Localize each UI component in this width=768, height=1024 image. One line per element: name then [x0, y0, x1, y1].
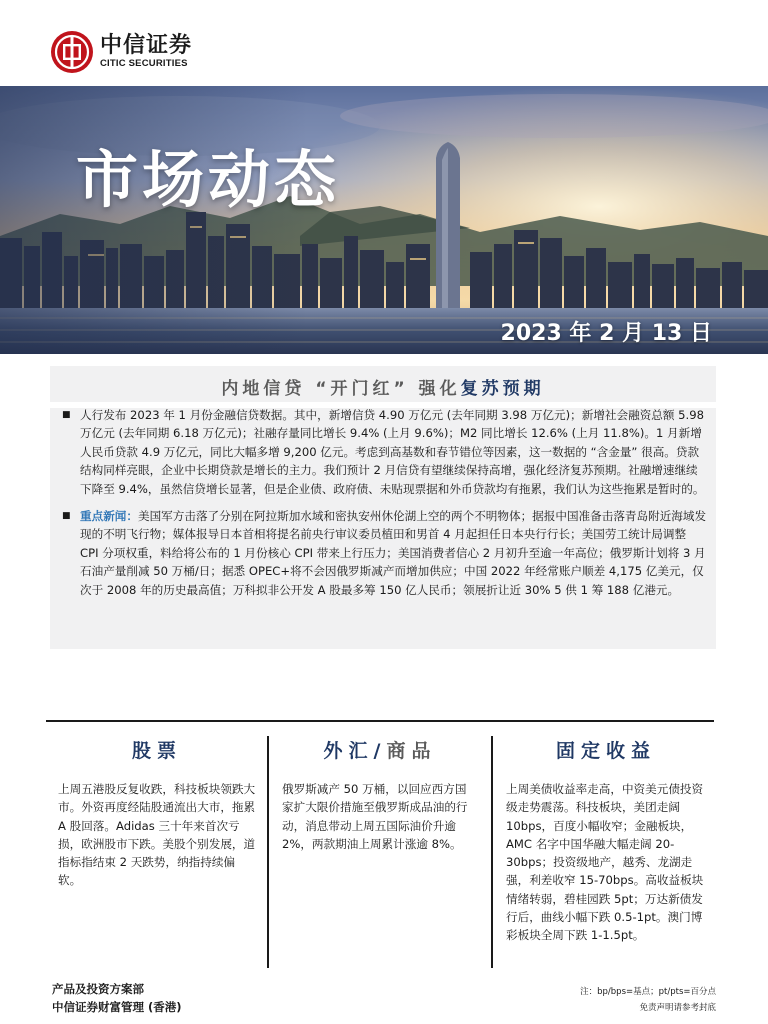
footer-note: 注：bp/bps=基点；pt/pts=百分点 [580, 987, 716, 997]
bullet-text [80, 507, 708, 599]
summary-box [50, 366, 716, 649]
footer-company: 中信证券财富管理 (香港) [52, 1000, 182, 1014]
fx-heading-sub: 商品 [386, 740, 437, 762]
footer-department: 产品及投资方案部 [52, 982, 144, 996]
column-divider [267, 736, 269, 968]
summary-title-main: 内地信贷 “开门红” 强化 [221, 379, 461, 399]
footer-right [580, 984, 716, 1016]
hero-banner [0, 86, 768, 354]
report-date: 2023 年 2 月 13 日 [500, 321, 712, 346]
summary-bullet-credit [62, 406, 708, 498]
bullet-square-icon: ■ [62, 410, 71, 420]
fixed-income-heading: 固定收益 [555, 740, 656, 762]
equity-body: 上周五港股反复收跌，科技板块领跌大市。外资再度经陆股通流出大市，拖累 A 股回落。Adidas 三十年来首次亏损，欧洲股市下跌。美股个别发展，道指标指结束 2 天跌势，纳指持续偏软。 [58, 782, 256, 888]
fx-commodities-column [282, 736, 478, 853]
column-divider [491, 736, 493, 968]
citic-logo-icon [50, 30, 94, 74]
brand-name-en: CITIC SECURITIES [100, 58, 188, 69]
bullet-text: 人行发布 2023 年 1 月份金融信贷数据。其中，新增信贷 4.90 万亿元 (去年同期 3.98 万亿元)；新增社会融资总额 5.98 万亿元 (去年同期 6.18 万亿元)；社融存量同比增长 9.4% (上月 9.6%)；M2 同比增长 12.6% (上月 11.8%)。1 月新增人民币贷款 4.9 万亿元，同比大幅多增 9,200 亿元。考虑到高基数和春节错位等因素，这一数据的 “含金量” 很高。贷款结构同样亮眼，企业中长期贷款是增长的主力。我们预计 2 月信贷有望继续保持高增，强化经济复苏预期。社融增速继续下降至 9.4%，虽然信贷增长显著，但是企业债、政府债、未贴现票据和外币贷款均有拖累，我们认为这些拖累是暂时的。 [80, 408, 705, 496]
fx-body: 俄罗斯减产 50 万桶，以回应西方国家扩大限价措施至俄罗斯成品油的行动，消息带动上周五国际油价升逾 2%，两款期油上周累计涨逾 8%。 [282, 782, 468, 851]
section-rule [46, 720, 714, 722]
key-news-label: 重点新闻： [80, 509, 138, 524]
footer-left [52, 980, 182, 1016]
report-title: 市场动态 [76, 143, 341, 216]
fixed-income-body: 上周美债收益率走高，中资美元债投资级走势震荡。科技板块，美团走阔 10bps，百度小幅收窄；金融板块，AMC 名字中国华融大幅走阔 20-30bps；投资级地产，越秀、龙湖走强，利差收窄 15-70bps。高收益板块情绪转弱，碧桂园跌 5pt；万达新债发行后，曲线小幅下跌 0.5-1pt。澳门博彩板块全周下跌 1-1.5pt。 [506, 782, 704, 943]
footer-disclaimer: 免责声明请参考封底 [639, 1003, 716, 1013]
summary-title [50, 374, 716, 399]
city-skyline-image [0, 86, 768, 354]
fx-heading [282, 736, 478, 763]
equity-heading: 股票 [131, 740, 182, 762]
brand-name-cn: 中信证券 [100, 33, 193, 58]
key-news-text: 美国军方击落了分别在阿拉斯加水域和密执安州休伦湖上空的两个不明物体；据报中国准备击落青岛附近海域发现的不明飞行物；媒体报导日本首相将提名前央行审议委员植田和男首 4 月起担任日本央行行长；美国劳工统计局调整 CPI 分项权重，料给将公布的 1 月份核心 CPI 带来上行压力；美国消费者信心 2 月初升至逾一年高位；俄罗斯计划将 3 月石油产量削减 50 万桶/日；据悉 OPEC+将不会因俄罗斯减产而增加供应；中国 2022 年经常账户顺差 4,175 亿美元，仅次于 2008 年的历史最高值；万科拟非公开发 A 股最多筹 150 亿人民币；领展折让近 30% 5 供 1 筹 188 亿港元。 [80, 509, 707, 597]
bullet-square-icon: ■ [62, 511, 71, 522]
fixed-income-column [506, 736, 706, 945]
fx-heading-main: 外汇 [323, 740, 374, 762]
summary-title-highlight: 复苏预期 [460, 379, 545, 399]
equity-column [58, 736, 256, 890]
brand-logo [50, 30, 192, 74]
summary-bullet-news [62, 507, 708, 599]
summary-bullets [62, 406, 708, 599]
fx-heading-slash: / [373, 740, 387, 762]
page-header [0, 0, 768, 86]
